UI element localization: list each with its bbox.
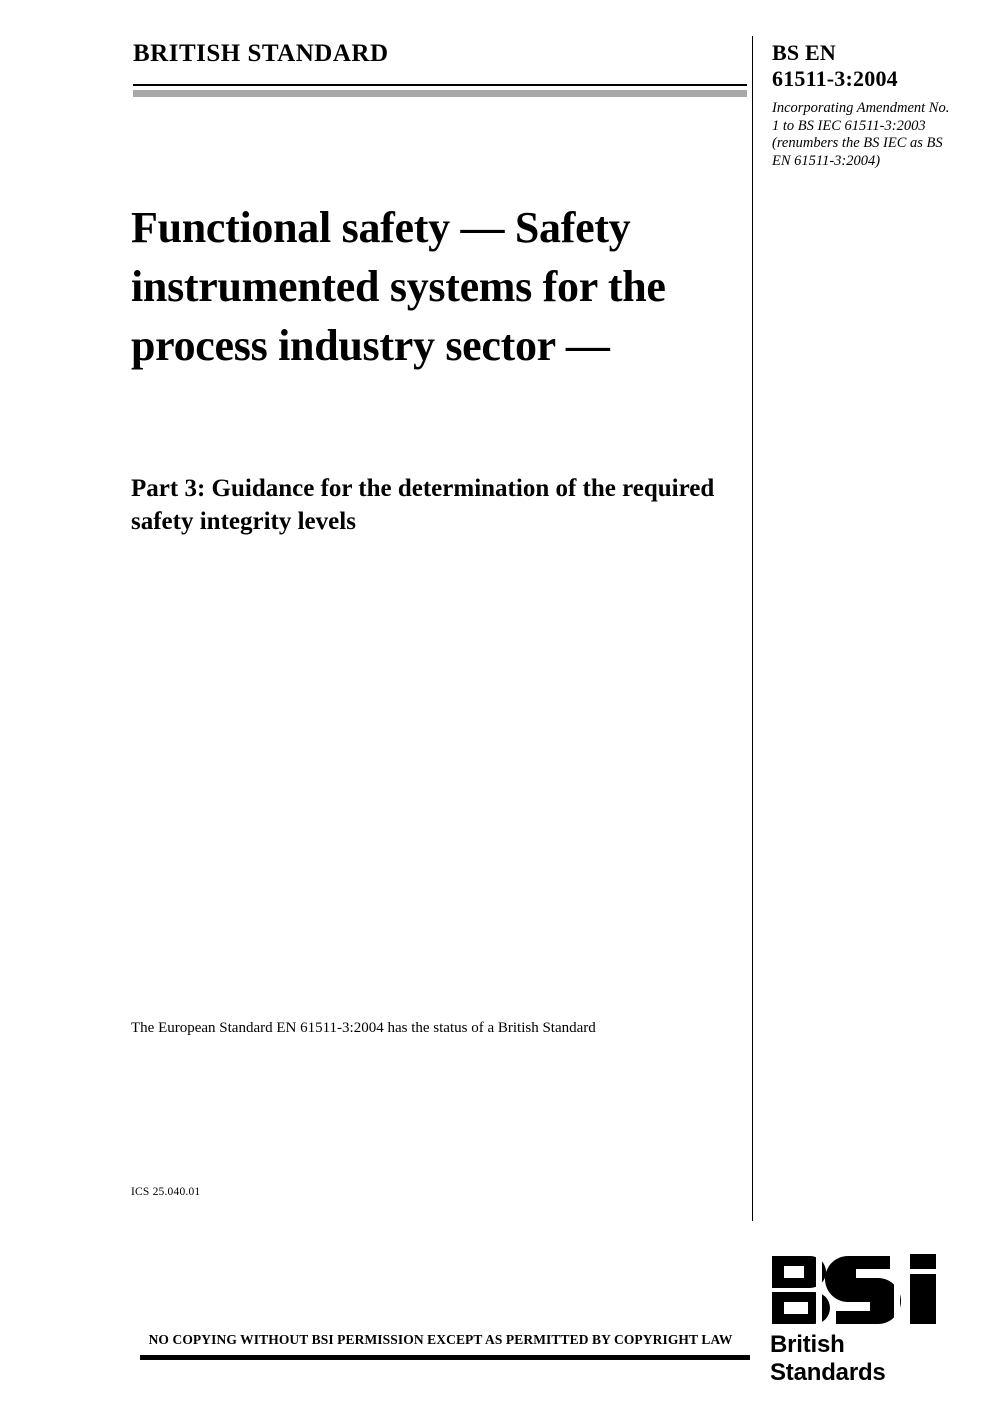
ics-code: ICS 25.040.01 <box>131 1186 201 1198</box>
header <box>133 40 860 68</box>
page-title: Functional safety — Safety instrumented systems for the process industry sector — <box>131 203 666 370</box>
header-rule-thin <box>133 84 747 86</box>
bsi-logo <box>770 1252 960 1386</box>
page-subtitle: Part 3: Guidance for the determination of the required safety integrity levels <box>131 475 715 535</box>
bsi-logo-icon <box>770 1252 960 1328</box>
status-note: The European Standard EN 61511-3:2004 has the status of a British Standard <box>131 1020 596 1036</box>
footer-rule <box>140 1355 750 1360</box>
british-standard-label: BRITISH STANDARD <box>133 40 389 67</box>
header-rule-thick <box>133 90 747 97</box>
copyright-notice: NO COPYING WITHOUT BSI PERMISSION EXCEPT AS PERMITTED BY COPYRIGHT LAW <box>148 1332 733 1347</box>
designation-line-2: 61511-3:2004 <box>772 66 898 91</box>
designation-line-1: BS EN <box>772 40 836 65</box>
vertical-divider <box>752 36 753 1221</box>
bsi-logo-caption: British Standards <box>770 1331 886 1386</box>
standard-designation <box>772 40 957 170</box>
amendment-note: Incorporating Amendment No. 1 to BS IEC 61511-3:2003 (renumbers the BS IEC as BS EN 61511-3:2004) <box>772 100 950 169</box>
